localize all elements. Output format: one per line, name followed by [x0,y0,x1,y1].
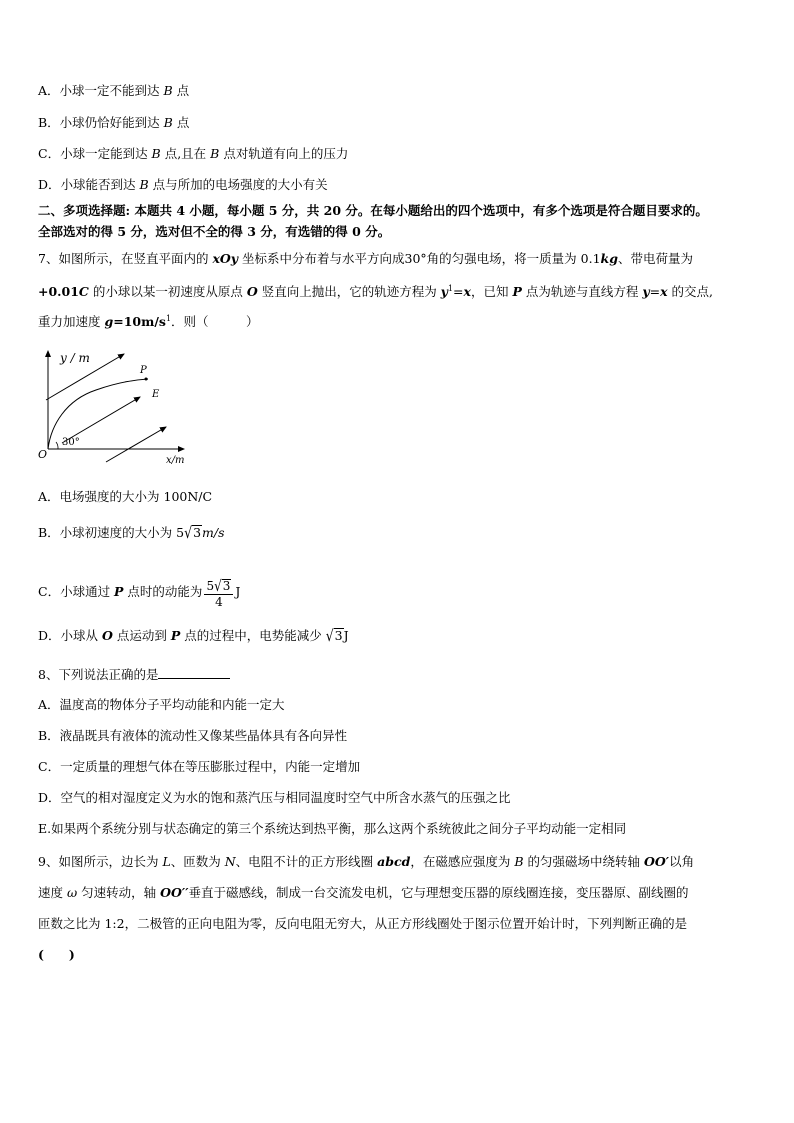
field-line [106,427,166,462]
answer-blank [158,666,230,679]
q7-option-d [38,628,349,644]
text: 点 [172,83,190,98]
section-heading: 二、多项选择题: 本题共 4 小题，每小题 5 分，共 20 分。在每小题给出的四个选项中，有多个选项是符合题目要求的。 [38,203,708,218]
text: 点对轨道有向上的压力 [219,146,349,161]
sqrt-sign: √ [325,626,334,645]
t: 点的过程中，电势能减少 [180,628,326,643]
t: =10m/s [113,314,166,329]
point-p [145,378,148,381]
q8-option-b: B．液晶既具有液体的流动性又像某些晶体具有各向异性 [38,728,348,743]
q7-stem-line1 [38,251,693,267]
t: y [642,284,650,299]
q8-stem [38,666,230,683]
q6-option-a [38,83,189,99]
sqrt-sign: √ [214,577,222,595]
t: L [162,854,171,869]
q7-stem-line2 [38,284,713,300]
t: +0.01 [38,284,79,299]
q8-option-a: A．温度高的物体分子平均动能和内能一定大 [38,697,285,712]
t: 3 [222,579,231,593]
t: J [235,584,241,599]
t: 速度 [38,885,67,900]
t: P [114,584,124,599]
sqrt-sign: √ [184,523,193,542]
text: 点 [172,115,190,130]
t: ，已知 [470,284,513,299]
var: B [163,115,173,130]
t: 点时的动能为 [123,584,203,599]
t: 坐标系中分布着与水平方向成30°角的匀强电场，将一质量为 0.1 [238,251,601,266]
fraction [204,579,233,610]
t: ，在磁感应强度为 [410,854,515,869]
t: m/s [202,525,225,540]
e-label: E [152,389,160,400]
t: x [463,284,471,299]
y-axis-label: y / m [60,351,90,365]
t: D．小球从 [38,628,102,643]
t: ．则（ ） [171,314,259,329]
q6-option-c [38,146,348,162]
t: 点运动到 [112,628,171,643]
text: B．小球仍恰好能到达 [38,115,164,130]
t: y [440,284,448,299]
q6-option-b [38,115,189,131]
t: O [246,284,258,299]
t: 1 [447,283,454,293]
t: 3 [193,525,202,540]
t: 以角 [669,854,695,869]
text: 点与所加的电场强度的大小有关 [148,177,328,192]
t: 5 [206,579,215,593]
t: = [649,284,661,299]
var: B [163,83,173,98]
t: 竖直向上抛出，它的轨迹方程为 [257,284,441,299]
t: OO′ [643,854,670,869]
t: 、带电荷量为 [617,251,693,266]
t: xOy [212,251,239,266]
t: 匀速转动，轴 [77,885,161,900]
q7-option-b [38,525,225,541]
t: ω [66,885,78,900]
angle-arc [56,442,58,449]
t: C．小球通过 [38,584,115,599]
q9-stem-line1 [38,854,694,870]
t: g [104,314,114,329]
q8-option-d: D．空气的相对湿度定义为水的饱和蒸汽压与相同温度时空气中所含水蒸气的压强之比 [38,790,511,805]
text: A．小球一定不能到达 [38,83,164,98]
angle-label: 30° [62,437,80,448]
t: B．小球初速度的大小为 5 [38,525,185,540]
q9-answer-paren: ( ) [38,947,75,962]
text: D．小球能否到达 [38,177,140,192]
q7-option-c [38,577,240,608]
t: P [170,628,181,643]
trajectory-figure [36,345,196,470]
t: 4 [215,595,223,609]
origin-label: O [38,448,48,461]
text: C．小球一定能到达 [38,146,152,161]
p-label: P [140,365,147,376]
t: 、匝数为 [170,854,225,869]
var: B [139,177,149,192]
t: P [512,284,522,299]
q7-option-a: A．电场强度的大小为 100N/C [38,489,213,504]
t: kg [600,251,618,266]
var: B [210,146,220,161]
t: O [102,628,113,643]
t: = [453,284,464,299]
q8-option-e: E.如果两个系统分别与状态确定的第三个系统达到热平衡，那么这两个系统彼此之间分子平均动能一定相同 [38,821,627,836]
t: 3 [334,628,343,643]
t: N [224,854,236,869]
t: C [78,284,89,299]
text: 点,且在 [160,146,211,161]
t: 重力加速度 [38,314,105,329]
var: B [151,146,161,161]
q7-stem-line3 [38,314,259,330]
q9-stem-line3: 匝数之比为 1:2，二极管的正向电阻为零，反向电阻无穷大，从正方形线圈处于图示位置开始计时，下列判断正确的是 [38,916,688,931]
t: 9、如图所示，边长为 [38,854,163,869]
t: 的小球以某一初速度从原点 [88,284,247,299]
t: 8、下列说法正确的是 [38,667,159,682]
q8-option-c: C．一定质量的理想气体在等压膨胀过程中，内能一定增加 [38,759,361,774]
q9-stem-line2 [38,885,689,901]
t: 、电阻不计的正方形线圈 [235,854,378,869]
section-heading-cont: 全部选对的得 5 分，选对但不全的得 3 分，有选错的得 0 分。 [38,224,391,239]
t: 点为轨迹与直线方程 [521,284,643,299]
t: 垂直于磁感线，制成一台交流发电机，它与理想变压器的原线圈连接，变压器原、副线圈的 [188,885,689,900]
q6-option-d [38,177,328,193]
t: 的匀强磁场中绕转轴 [523,854,644,869]
t: B [514,854,524,869]
t: x [660,284,668,299]
t: J [343,628,349,643]
t: 1 [165,313,172,323]
t: 7、如图所示，在竖直平面内的 [38,251,213,266]
x-axis-label: x/m [166,455,185,466]
t: abcd [377,854,411,869]
t: OO′′ [160,885,189,900]
t: 的交点, [667,284,713,299]
